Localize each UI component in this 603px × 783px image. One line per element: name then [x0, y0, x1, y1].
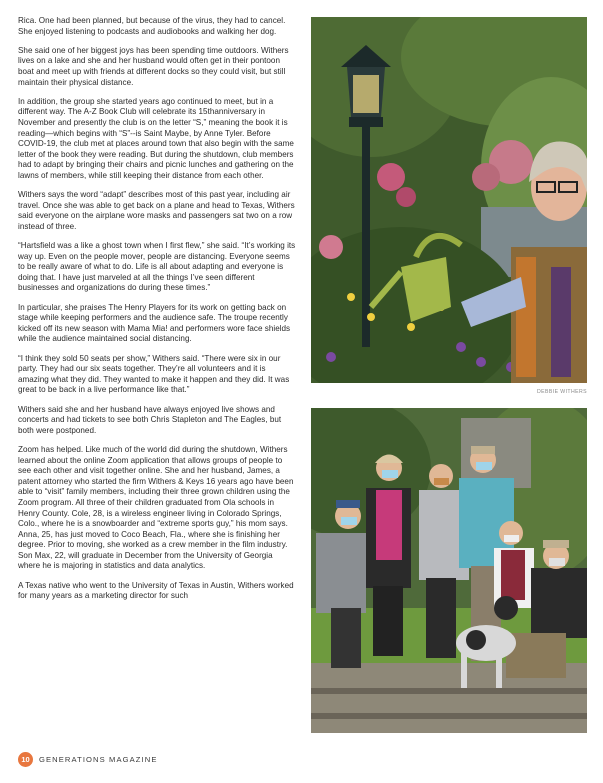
paragraph: She said one of her biggest joys has been spending time outdoors. Withers lives on a lake and she and her husband would often get in their pontoon boat and meet up with friends at different docks so they could visit, but still maintain their physical distance. [18, 45, 289, 87]
page-number: 10 [18, 752, 33, 767]
paragraph: Zoom has helped. Like much of the world did during the shutdown, Withers learned about the online Zoom application that allows groups of people to see each other and visit together online. She and her husband, James, a patent attorney who started the firm Withers & Keys 16 years ago have been able to “visit” family members, including their three grown children using the Zoom program. All three of their children graduated from Ola schools in Henry County. Cole, 28, is a wireless engineer living in Colorado Springs, Colo., where he is a snowboarder and “extreme sports guy,” his mom says. Anna, 25, has just moved to Coco Beach, Fla., where she is finishing her degree. Prior to moving, she worked as a crew member in the film industry. Son Max, 22, will graduate in December from the University of Georgia where he is majoring in statistics and data analytics. [18, 444, 294, 571]
paragraph: Rica. One had been planned, but because of the virus, they had to cancel. She enjoyed listening to podcasts and audiobooks and walking her dog. [18, 16, 286, 36]
garden-watering-photo [311, 17, 587, 383]
magazine-name: GENERATIONS MAGAZINE [39, 754, 158, 764]
group-photo-with-dog [311, 408, 587, 733]
paragraph: In particular, she praises The Henry Players for its work on getting back on stage while keeping performers and the audience safe. The troupe recently kicked off its new season with Mama Mia! and performers wore face shields while the audience maintained social distancing. [18, 302, 291, 344]
paragraph: Withers says the word “adapt” describes most of this past year, including air travel. Once she was able to get back on a plane and head to Texas, Withers said everyone on the airplane wore masks and passengers sat two on a row instead of three. [18, 190, 295, 231]
paragraph: A Texas native who went to the University of Texas in Austin, Withers worked for many years as a marketing director for such [18, 580, 294, 601]
paragraph: “Hartsfield was a like a ghost town when I first flew,” she said. “It’s working its way up. Even on the people mover, people are distancing. Everyone seems to be really aware of what to do. Life is all about adapting and everyone is doing that. I have just marveled at all the things I’ve seen different businesses and organizations do during these times.” [18, 241, 296, 293]
paragraph: “I think they sold 50 seats per show,” Withers said. “There were six in our party. They had our six seats together. They’re all volunteers and it is amazing what they did. They wanted to make it happen and they did. It was great to be back in a live performance like that.” [18, 353, 290, 395]
paragraph: In addition, the group she started years ago continued to meet, but in a different way. The A-Z Book Club will celebrate its 15thanniversary in November and presently the club is on the letter “S,” meaning the book it is reading—which begins with “S”--is Saint Maybe, by Anne Tyler. Before COVID-19, the club met at places around town that also begin with the same letter of the book they were reading. But during the shutdown, club members had to adapt by bringing their chairs and picnic lunches and gathering on the lawns of members, while still keeping their distance from each other. [18, 96, 294, 180]
page-footer [18, 751, 157, 767]
article-body [18, 16, 296, 610]
paragraph: Withers said she and her husband have always enjoyed live shows and concerts and had tickets to see both Chris Stapleton and The Eagles, but both were postponed. [18, 404, 282, 435]
photo-credit: DEBBIE WITHERS [537, 389, 587, 395]
